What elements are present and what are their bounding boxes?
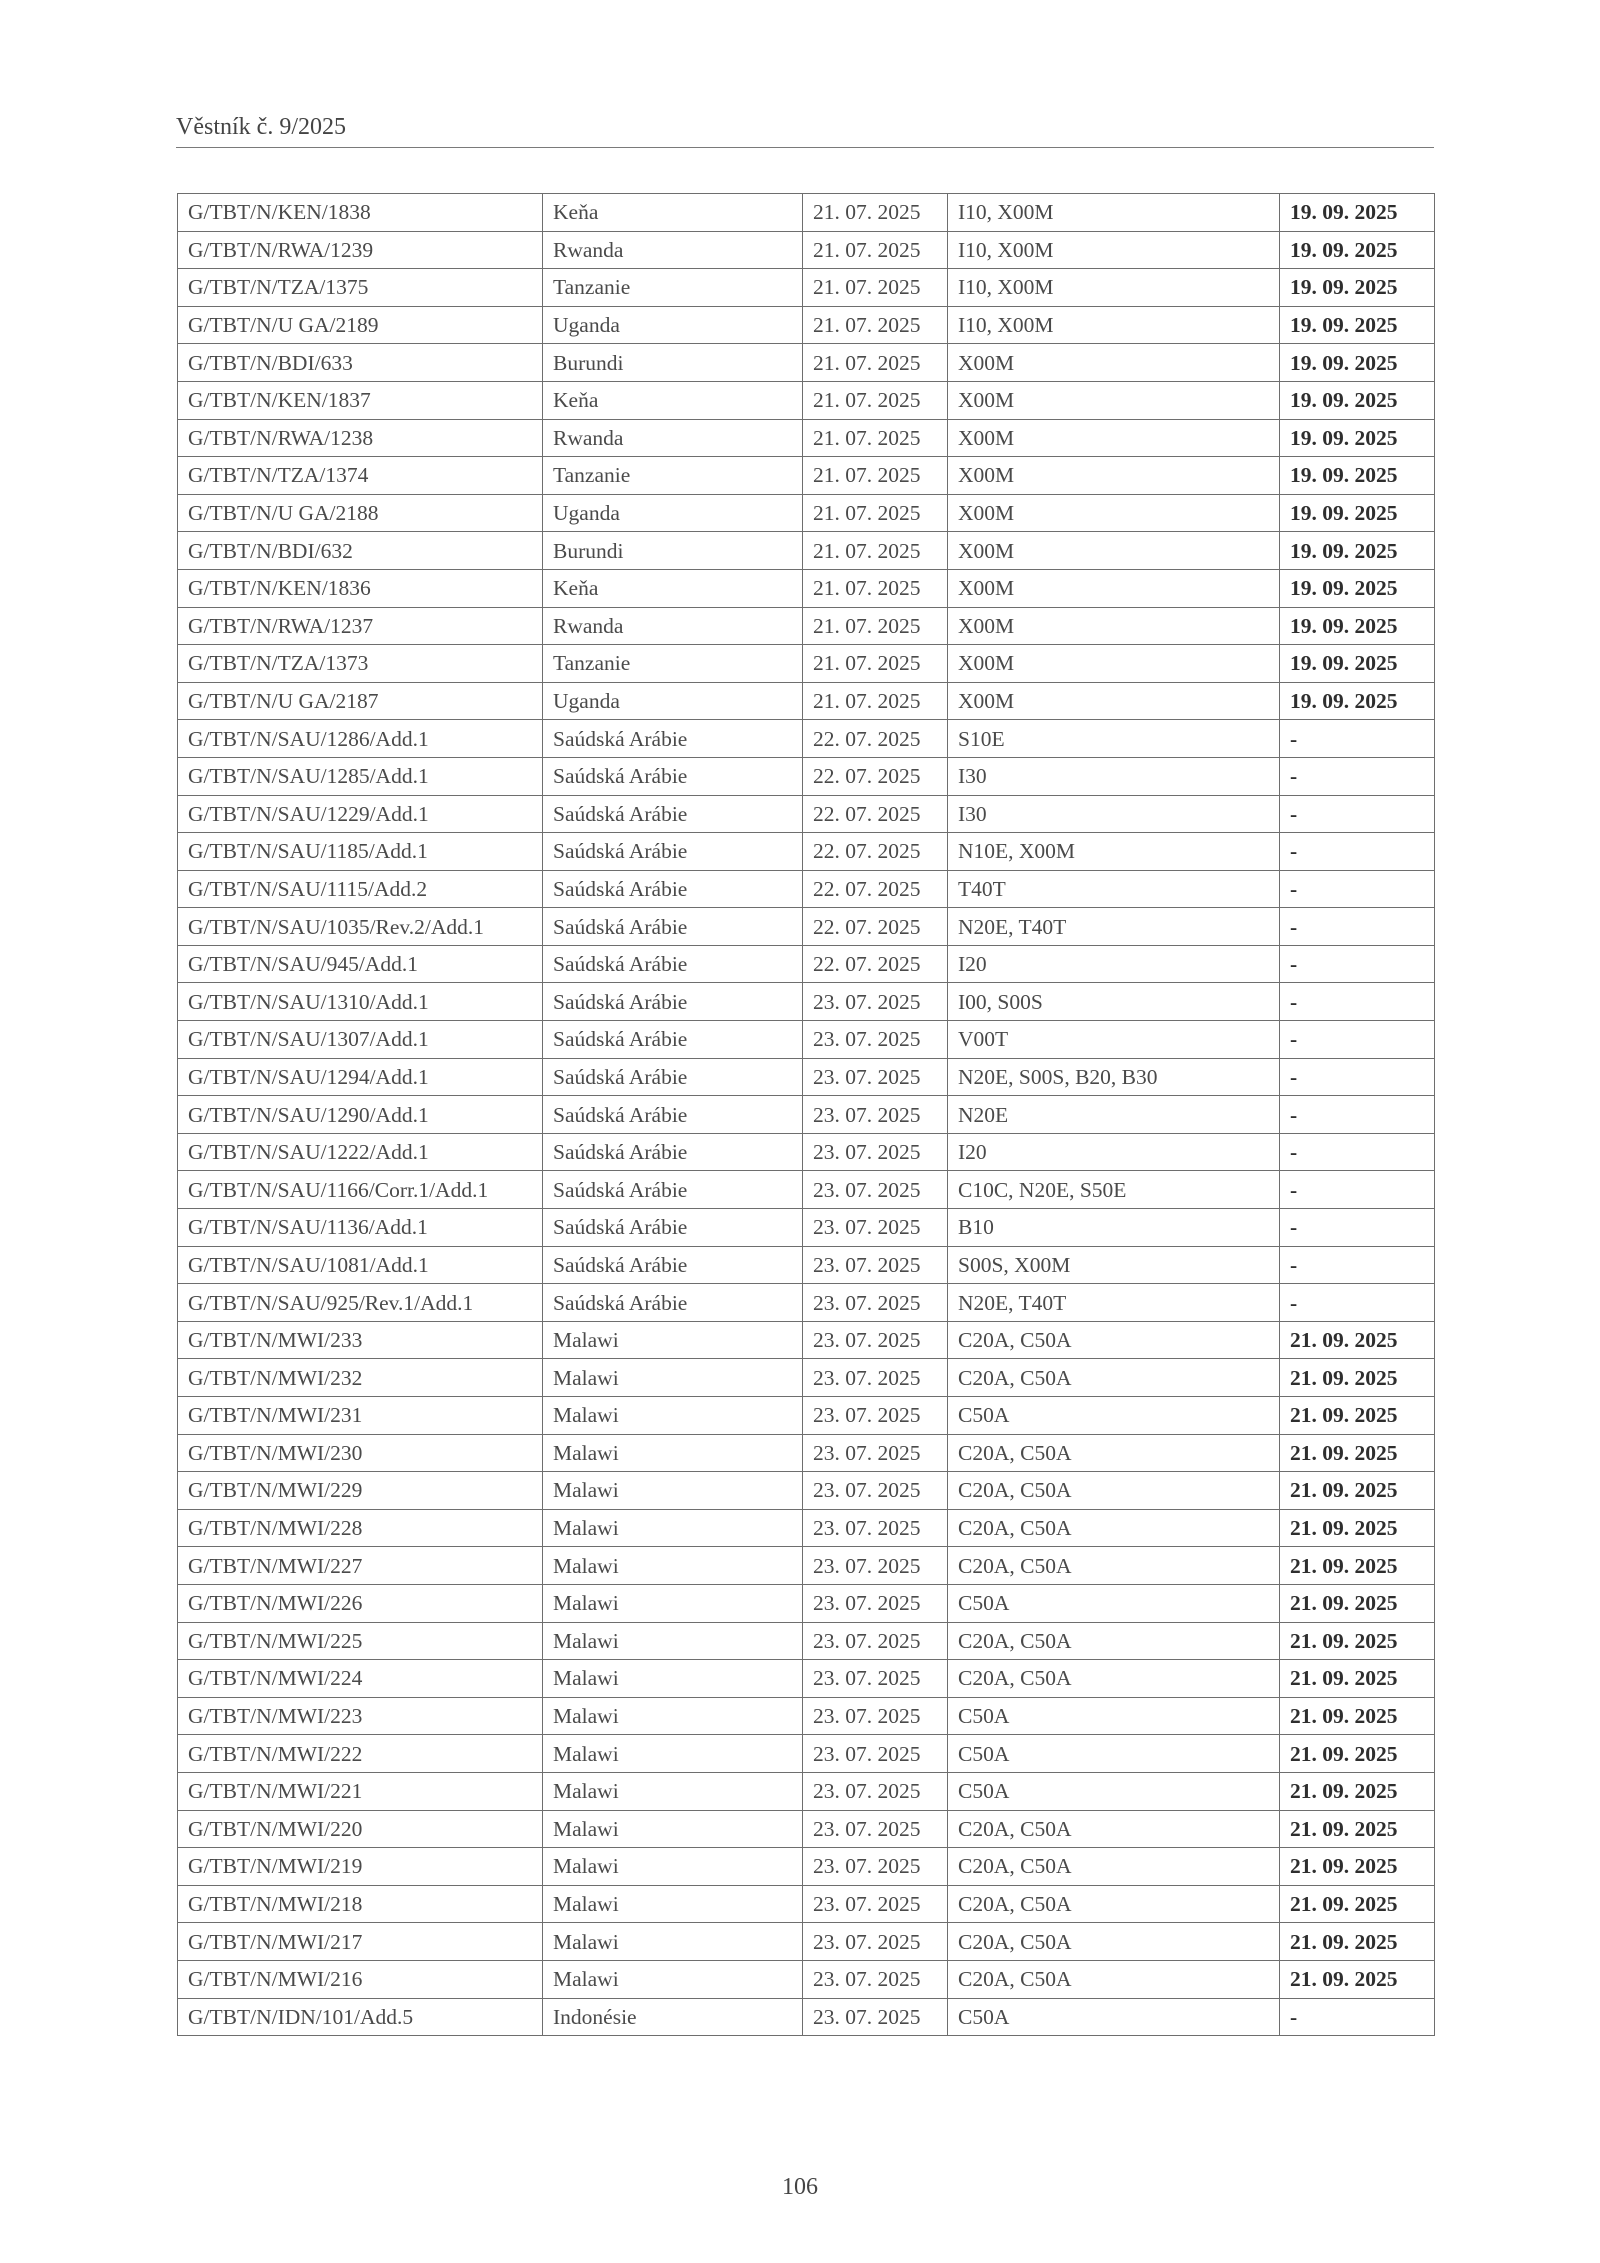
notification-date-cell: 21. 07. 2025: [803, 494, 948, 532]
ics-codes-cell: C20A, C50A: [948, 1848, 1280, 1886]
country-cell: Saúdská Arábie: [543, 833, 803, 871]
country-cell: Keňa: [543, 569, 803, 607]
table-row: [178, 1660, 1435, 1698]
ics-codes-cell: N20E, T40T: [948, 1284, 1280, 1322]
comment-deadline-cell: -: [1280, 870, 1435, 908]
notification-symbol-cell: G/TBT/N/MWI/230: [178, 1434, 543, 1472]
ics-codes-cell: X00M: [948, 344, 1280, 382]
ics-codes-cell: C20A, C50A: [948, 1547, 1280, 1585]
notification-date-cell: 23. 07. 2025: [803, 1960, 948, 1998]
country-cell: Malawi: [543, 1848, 803, 1886]
ics-codes-cell: N20E: [948, 1096, 1280, 1134]
comment-deadline-cell: 19. 09. 2025: [1280, 381, 1435, 419]
comment-deadline-cell: 21. 09. 2025: [1280, 1472, 1435, 1510]
bulletin-title: Věstník č. 9/2025: [176, 114, 346, 140]
comment-deadline-cell: 19. 09. 2025: [1280, 607, 1435, 645]
ics-codes-cell: C50A: [948, 1772, 1280, 1810]
notification-symbol-cell: G/TBT/N/BDI/633: [178, 344, 543, 382]
notification-date-cell: 23. 07. 2025: [803, 1923, 948, 1961]
comment-deadline-cell: 19. 09. 2025: [1280, 419, 1435, 457]
ics-codes-cell: C20A, C50A: [948, 1960, 1280, 1998]
ics-codes-cell: X00M: [948, 494, 1280, 532]
country-cell: Saúdská Arábie: [543, 1133, 803, 1171]
ics-codes-cell: C10C, N20E, S50E: [948, 1171, 1280, 1209]
country-cell: Malawi: [543, 1810, 803, 1848]
country-cell: Burundi: [543, 344, 803, 382]
ics-codes-cell: C20A, C50A: [948, 1923, 1280, 1961]
comment-deadline-cell: 19. 09. 2025: [1280, 344, 1435, 382]
table-row: [178, 1848, 1435, 1886]
notification-symbol-cell: G/TBT/N/SAU/1136/Add.1: [178, 1209, 543, 1247]
notification-date-cell: 21. 07. 2025: [803, 645, 948, 683]
ics-codes-cell: C50A: [948, 1584, 1280, 1622]
notification-date-cell: 22. 07. 2025: [803, 870, 948, 908]
notification-date-cell: 23. 07. 2025: [803, 1735, 948, 1773]
notification-symbol-cell: G/TBT/N/MWI/219: [178, 1848, 543, 1886]
ics-codes-cell: X00M: [948, 682, 1280, 720]
notification-symbol-cell: G/TBT/N/SAU/1081/Add.1: [178, 1246, 543, 1284]
notification-symbol-cell: G/TBT/N/MWI/220: [178, 1810, 543, 1848]
table-row: [178, 682, 1435, 720]
ics-codes-cell: I10, X00M: [948, 306, 1280, 344]
country-cell: Saúdská Arábie: [543, 720, 803, 758]
table-row: [178, 1434, 1435, 1472]
notification-date-cell: 23. 07. 2025: [803, 1584, 948, 1622]
ics-codes-cell: C50A: [948, 1735, 1280, 1773]
country-cell: Burundi: [543, 532, 803, 570]
table-row: [178, 1021, 1435, 1059]
notification-date-cell: 21. 07. 2025: [803, 381, 948, 419]
notification-date-cell: 22. 07. 2025: [803, 945, 948, 983]
notification-symbol-cell: G/TBT/N/SAU/1185/Add.1: [178, 833, 543, 871]
notification-date-cell: 21. 07. 2025: [803, 457, 948, 495]
comment-deadline-cell: -: [1280, 795, 1435, 833]
notification-date-cell: 23. 07. 2025: [803, 1622, 948, 1660]
ics-codes-cell: I30: [948, 795, 1280, 833]
notification-date-cell: 22. 07. 2025: [803, 833, 948, 871]
notification-symbol-cell: G/TBT/N/TZA/1373: [178, 645, 543, 683]
table-row: [178, 1960, 1435, 1998]
country-cell: Saúdská Arábie: [543, 1171, 803, 1209]
country-cell: Saúdská Arábie: [543, 945, 803, 983]
comment-deadline-cell: -: [1280, 1209, 1435, 1247]
ics-codes-cell: S00S, X00M: [948, 1246, 1280, 1284]
table-row: [178, 1735, 1435, 1773]
ics-codes-cell: C20A, C50A: [948, 1434, 1280, 1472]
notification-symbol-cell: G/TBT/N/MWI/228: [178, 1509, 543, 1547]
notification-date-cell: 22. 07. 2025: [803, 720, 948, 758]
comment-deadline-cell: 21. 09. 2025: [1280, 1509, 1435, 1547]
table-row: [178, 269, 1435, 307]
notification-symbol-cell: G/TBT/N/IDN/101/Add.5: [178, 1998, 543, 2036]
notification-date-cell: 23. 07. 2025: [803, 1321, 948, 1359]
page-header: [176, 113, 1434, 148]
table-row: [178, 1359, 1435, 1397]
table-row: [178, 645, 1435, 683]
notification-date-cell: 23. 07. 2025: [803, 1133, 948, 1171]
comment-deadline-cell: 19. 09. 2025: [1280, 532, 1435, 570]
notification-date-cell: 23. 07. 2025: [803, 1810, 948, 1848]
notification-symbol-cell: G/TBT/N/TZA/1375: [178, 269, 543, 307]
notifications-table: [177, 193, 1435, 2036]
notification-symbol-cell: G/TBT/N/MWI/224: [178, 1660, 543, 1698]
notification-symbol-cell: G/TBT/N/MWI/233: [178, 1321, 543, 1359]
country-cell: Malawi: [543, 1772, 803, 1810]
notification-symbol-cell: G/TBT/N/KEN/1838: [178, 194, 543, 232]
country-cell: Saúdská Arábie: [543, 1284, 803, 1322]
country-cell: Malawi: [543, 1509, 803, 1547]
comment-deadline-cell: 21. 09. 2025: [1280, 1321, 1435, 1359]
notification-date-cell: 23. 07. 2025: [803, 1434, 948, 1472]
country-cell: Saúdská Arábie: [543, 795, 803, 833]
comment-deadline-cell: 19. 09. 2025: [1280, 494, 1435, 532]
notification-symbol-cell: G/TBT/N/KEN/1836: [178, 569, 543, 607]
table-row: [178, 1246, 1435, 1284]
notification-symbol-cell: G/TBT/N/SAU/925/Rev.1/Add.1: [178, 1284, 543, 1322]
ics-codes-cell: N20E, S00S, B20, B30: [948, 1058, 1280, 1096]
table-row: [178, 983, 1435, 1021]
table-row: [178, 757, 1435, 795]
table-row: [178, 870, 1435, 908]
notification-date-cell: 21. 07. 2025: [803, 194, 948, 232]
table-row: [178, 532, 1435, 570]
ics-codes-cell: I10, X00M: [948, 231, 1280, 269]
notification-date-cell: 21. 07. 2025: [803, 569, 948, 607]
notification-symbol-cell: G/TBT/N/KEN/1837: [178, 381, 543, 419]
ics-codes-cell: V00T: [948, 1021, 1280, 1059]
table-row: [178, 194, 1435, 232]
comment-deadline-cell: 21. 09. 2025: [1280, 1622, 1435, 1660]
country-cell: Malawi: [543, 1397, 803, 1435]
country-cell: Saúdská Arábie: [543, 1058, 803, 1096]
ics-codes-cell: I10, X00M: [948, 194, 1280, 232]
comment-deadline-cell: -: [1280, 1998, 1435, 2036]
country-cell: Tanzanie: [543, 269, 803, 307]
comment-deadline-cell: -: [1280, 720, 1435, 758]
country-cell: Malawi: [543, 1359, 803, 1397]
table-row: [178, 945, 1435, 983]
notification-date-cell: 23. 07. 2025: [803, 1284, 948, 1322]
ics-codes-cell: I30: [948, 757, 1280, 795]
comment-deadline-cell: -: [1280, 1021, 1435, 1059]
country-cell: Malawi: [543, 1660, 803, 1698]
country-cell: Indonésie: [543, 1998, 803, 2036]
ics-codes-cell: X00M: [948, 419, 1280, 457]
notification-symbol-cell: G/TBT/N/SAU/1294/Add.1: [178, 1058, 543, 1096]
ics-codes-cell: C50A: [948, 1397, 1280, 1435]
notification-date-cell: 21. 07. 2025: [803, 532, 948, 570]
notification-date-cell: 21. 07. 2025: [803, 306, 948, 344]
notification-symbol-cell: G/TBT/N/MWI/216: [178, 1960, 543, 1998]
country-cell: Tanzanie: [543, 457, 803, 495]
comment-deadline-cell: 21. 09. 2025: [1280, 1848, 1435, 1886]
country-cell: Uganda: [543, 306, 803, 344]
table-row: [178, 1096, 1435, 1134]
ics-codes-cell: X00M: [948, 569, 1280, 607]
notification-symbol-cell: G/TBT/N/MWI/229: [178, 1472, 543, 1510]
notifications-table-body: [178, 194, 1435, 2036]
comment-deadline-cell: 21. 09. 2025: [1280, 1772, 1435, 1810]
notification-date-cell: 23. 07. 2025: [803, 1848, 948, 1886]
table-row: [178, 1998, 1435, 2036]
notification-date-cell: 23. 07. 2025: [803, 1885, 948, 1923]
comment-deadline-cell: -: [1280, 945, 1435, 983]
country-cell: Saúdská Arábie: [543, 1246, 803, 1284]
comment-deadline-cell: 21. 09. 2025: [1280, 1359, 1435, 1397]
table-row: [178, 569, 1435, 607]
ics-codes-cell: C20A, C50A: [948, 1321, 1280, 1359]
notification-symbol-cell: G/TBT/N/SAU/1310/Add.1: [178, 983, 543, 1021]
comment-deadline-cell: -: [1280, 1096, 1435, 1134]
table-row: [178, 833, 1435, 871]
notification-date-cell: 23. 07. 2025: [803, 1772, 948, 1810]
country-cell: Keňa: [543, 194, 803, 232]
table-row: [178, 1923, 1435, 1961]
table-row: [178, 607, 1435, 645]
notification-date-cell: 23. 07. 2025: [803, 1509, 948, 1547]
ics-codes-cell: X00M: [948, 381, 1280, 419]
country-cell: Saúdská Arábie: [543, 983, 803, 1021]
comment-deadline-cell: -: [1280, 1171, 1435, 1209]
notification-symbol-cell: G/TBT/N/MWI/218: [178, 1885, 543, 1923]
comment-deadline-cell: -: [1280, 983, 1435, 1021]
notification-symbol-cell: G/TBT/N/SAU/1115/Add.2: [178, 870, 543, 908]
table-row: [178, 1321, 1435, 1359]
country-cell: Saúdská Arábie: [543, 1096, 803, 1134]
notification-symbol-cell: G/TBT/N/SAU/1166/Corr.1/Add.1: [178, 1171, 543, 1209]
country-cell: Keňa: [543, 381, 803, 419]
comment-deadline-cell: 21. 09. 2025: [1280, 1660, 1435, 1698]
table-row: [178, 1171, 1435, 1209]
country-cell: Saúdská Arábie: [543, 1021, 803, 1059]
notification-date-cell: 23. 07. 2025: [803, 1096, 948, 1134]
country-cell: Malawi: [543, 1472, 803, 1510]
ics-codes-cell: C20A, C50A: [948, 1810, 1280, 1848]
comment-deadline-cell: 21. 09. 2025: [1280, 1735, 1435, 1773]
notification-symbol-cell: G/TBT/N/MWI/217: [178, 1923, 543, 1961]
ics-codes-cell: I20: [948, 1133, 1280, 1171]
country-cell: Malawi: [543, 1547, 803, 1585]
notification-symbol-cell: G/TBT/N/BDI/632: [178, 532, 543, 570]
table-row: [178, 1509, 1435, 1547]
comment-deadline-cell: 19. 09. 2025: [1280, 306, 1435, 344]
notification-symbol-cell: G/TBT/N/MWI/221: [178, 1772, 543, 1810]
table-row: [178, 1697, 1435, 1735]
ics-codes-cell: C50A: [948, 1998, 1280, 2036]
comment-deadline-cell: 21. 09. 2025: [1280, 1810, 1435, 1848]
table-row: [178, 1058, 1435, 1096]
comment-deadline-cell: 19. 09. 2025: [1280, 682, 1435, 720]
ics-codes-cell: B10: [948, 1209, 1280, 1247]
table-row: [178, 1284, 1435, 1322]
notification-symbol-cell: G/TBT/N/RWA/1237: [178, 607, 543, 645]
country-cell: Malawi: [543, 1697, 803, 1735]
notification-symbol-cell: G/TBT/N/U GA/2187: [178, 682, 543, 720]
notification-date-cell: 23. 07. 2025: [803, 1209, 948, 1247]
country-cell: Tanzanie: [543, 645, 803, 683]
comment-deadline-cell: -: [1280, 757, 1435, 795]
country-cell: Rwanda: [543, 607, 803, 645]
country-cell: Malawi: [543, 1885, 803, 1923]
country-cell: Malawi: [543, 1434, 803, 1472]
notification-date-cell: 23. 07. 2025: [803, 1472, 948, 1510]
notification-date-cell: 21. 07. 2025: [803, 269, 948, 307]
ics-codes-cell: X00M: [948, 607, 1280, 645]
comment-deadline-cell: 19. 09. 2025: [1280, 269, 1435, 307]
notification-symbol-cell: G/TBT/N/SAU/1286/Add.1: [178, 720, 543, 758]
notification-date-cell: 21. 07. 2025: [803, 344, 948, 382]
country-cell: Malawi: [543, 1735, 803, 1773]
country-cell: Malawi: [543, 1321, 803, 1359]
table-row: [178, 344, 1435, 382]
comment-deadline-cell: -: [1280, 1058, 1435, 1096]
table-row: [178, 1622, 1435, 1660]
notification-date-cell: 23. 07. 2025: [803, 1660, 948, 1698]
notification-date-cell: 23. 07. 2025: [803, 1171, 948, 1209]
country-cell: Malawi: [543, 1584, 803, 1622]
notification-symbol-cell: G/TBT/N/RWA/1239: [178, 231, 543, 269]
ics-codes-cell: C20A, C50A: [948, 1472, 1280, 1510]
ics-codes-cell: C20A, C50A: [948, 1622, 1280, 1660]
comment-deadline-cell: 21. 09. 2025: [1280, 1885, 1435, 1923]
ics-codes-cell: I00, S00S: [948, 983, 1280, 1021]
notification-date-cell: 23. 07. 2025: [803, 1998, 948, 2036]
comment-deadline-cell: -: [1280, 908, 1435, 946]
table-row: [178, 908, 1435, 946]
notification-date-cell: 21. 07. 2025: [803, 419, 948, 457]
comment-deadline-cell: -: [1280, 1133, 1435, 1171]
table-row: [178, 1810, 1435, 1848]
notification-date-cell: 23. 07. 2025: [803, 983, 948, 1021]
comment-deadline-cell: -: [1280, 1246, 1435, 1284]
notification-symbol-cell: G/TBT/N/SAU/1285/Add.1: [178, 757, 543, 795]
country-cell: Malawi: [543, 1622, 803, 1660]
table-row: [178, 1772, 1435, 1810]
comment-deadline-cell: 19. 09. 2025: [1280, 645, 1435, 683]
comment-deadline-cell: 19. 09. 2025: [1280, 231, 1435, 269]
notification-symbol-cell: G/TBT/N/TZA/1374: [178, 457, 543, 495]
notification-date-cell: 23. 07. 2025: [803, 1058, 948, 1096]
comment-deadline-cell: 21. 09. 2025: [1280, 1434, 1435, 1472]
notification-symbol-cell: G/TBT/N/RWA/1238: [178, 419, 543, 457]
ics-codes-cell: N20E, T40T: [948, 908, 1280, 946]
notification-symbol-cell: G/TBT/N/SAU/1290/Add.1: [178, 1096, 543, 1134]
comment-deadline-cell: 21. 09. 2025: [1280, 1397, 1435, 1435]
notification-symbol-cell: G/TBT/N/MWI/226: [178, 1584, 543, 1622]
country-cell: Malawi: [543, 1960, 803, 1998]
notification-date-cell: 21. 07. 2025: [803, 682, 948, 720]
notification-symbol-cell: G/TBT/N/MWI/225: [178, 1622, 543, 1660]
comment-deadline-cell: 21. 09. 2025: [1280, 1960, 1435, 1998]
comment-deadline-cell: 19. 09. 2025: [1280, 194, 1435, 232]
notification-date-cell: 22. 07. 2025: [803, 757, 948, 795]
notification-date-cell: 23. 07. 2025: [803, 1547, 948, 1585]
notification-symbol-cell: G/TBT/N/U GA/2189: [178, 306, 543, 344]
ics-codes-cell: C20A, C50A: [948, 1359, 1280, 1397]
ics-codes-cell: C20A, C50A: [948, 1509, 1280, 1547]
notification-symbol-cell: G/TBT/N/MWI/223: [178, 1697, 543, 1735]
table-row: [178, 1547, 1435, 1585]
notification-symbol-cell: G/TBT/N/MWI/227: [178, 1547, 543, 1585]
country-cell: Saúdská Arábie: [543, 908, 803, 946]
table-row: [178, 1584, 1435, 1622]
ics-codes-cell: X00M: [948, 457, 1280, 495]
comment-deadline-cell: -: [1280, 1284, 1435, 1322]
comment-deadline-cell: 21. 09. 2025: [1280, 1697, 1435, 1735]
table-row: [178, 1209, 1435, 1247]
notification-date-cell: 23. 07. 2025: [803, 1697, 948, 1735]
comment-deadline-cell: 21. 09. 2025: [1280, 1923, 1435, 1961]
notification-date-cell: 23. 07. 2025: [803, 1397, 948, 1435]
ics-codes-cell: T40T: [948, 870, 1280, 908]
comment-deadline-cell: 19. 09. 2025: [1280, 569, 1435, 607]
country-cell: Uganda: [543, 682, 803, 720]
notification-symbol-cell: G/TBT/N/MWI/232: [178, 1359, 543, 1397]
table-row: [178, 419, 1435, 457]
page-number: 106: [782, 2174, 818, 2200]
notification-symbol-cell: G/TBT/N/SAU/945/Add.1: [178, 945, 543, 983]
table-row: [178, 1472, 1435, 1510]
ics-codes-cell: X00M: [948, 645, 1280, 683]
notification-date-cell: 23. 07. 2025: [803, 1246, 948, 1284]
table-row: [178, 306, 1435, 344]
notification-symbol-cell: G/TBT/N/MWI/231: [178, 1397, 543, 1435]
ics-codes-cell: N10E, X00M: [948, 833, 1280, 871]
country-cell: Saúdská Arábie: [543, 1209, 803, 1247]
country-cell: Malawi: [543, 1923, 803, 1961]
ics-codes-cell: C20A, C50A: [948, 1660, 1280, 1698]
ics-codes-cell: C20A, C50A: [948, 1885, 1280, 1923]
country-cell: Uganda: [543, 494, 803, 532]
comment-deadline-cell: 21. 09. 2025: [1280, 1584, 1435, 1622]
notification-date-cell: 22. 07. 2025: [803, 795, 948, 833]
table-row: [178, 1885, 1435, 1923]
notification-symbol-cell: G/TBT/N/U GA/2188: [178, 494, 543, 532]
notification-date-cell: 23. 07. 2025: [803, 1359, 948, 1397]
country-cell: Saúdská Arábie: [543, 757, 803, 795]
table-row: [178, 381, 1435, 419]
table-row: [178, 494, 1435, 532]
notification-symbol-cell: G/TBT/N/SAU/1222/Add.1: [178, 1133, 543, 1171]
notification-symbol-cell: G/TBT/N/SAU/1307/Add.1: [178, 1021, 543, 1059]
notification-date-cell: 21. 07. 2025: [803, 607, 948, 645]
notification-symbol-cell: G/TBT/N/SAU/1035/Rev.2/Add.1: [178, 908, 543, 946]
table-row: [178, 457, 1435, 495]
notification-symbol-cell: G/TBT/N/SAU/1229/Add.1: [178, 795, 543, 833]
table-row: [178, 795, 1435, 833]
ics-codes-cell: X00M: [948, 532, 1280, 570]
comment-deadline-cell: -: [1280, 833, 1435, 871]
country-cell: Rwanda: [543, 231, 803, 269]
notification-symbol-cell: G/TBT/N/MWI/222: [178, 1735, 543, 1773]
table-row: [178, 1397, 1435, 1435]
notification-date-cell: 21. 07. 2025: [803, 231, 948, 269]
ics-codes-cell: I10, X00M: [948, 269, 1280, 307]
comment-deadline-cell: 21. 09. 2025: [1280, 1547, 1435, 1585]
ics-codes-cell: I20: [948, 945, 1280, 983]
table-row: [178, 1133, 1435, 1171]
notification-date-cell: 22. 07. 2025: [803, 908, 948, 946]
table-row: [178, 720, 1435, 758]
table-row: [178, 231, 1435, 269]
comment-deadline-cell: 19. 09. 2025: [1280, 457, 1435, 495]
country-cell: Rwanda: [543, 419, 803, 457]
ics-codes-cell: C50A: [948, 1697, 1280, 1735]
ics-codes-cell: S10E: [948, 720, 1280, 758]
notification-date-cell: 23. 07. 2025: [803, 1021, 948, 1059]
country-cell: Saúdská Arábie: [543, 870, 803, 908]
